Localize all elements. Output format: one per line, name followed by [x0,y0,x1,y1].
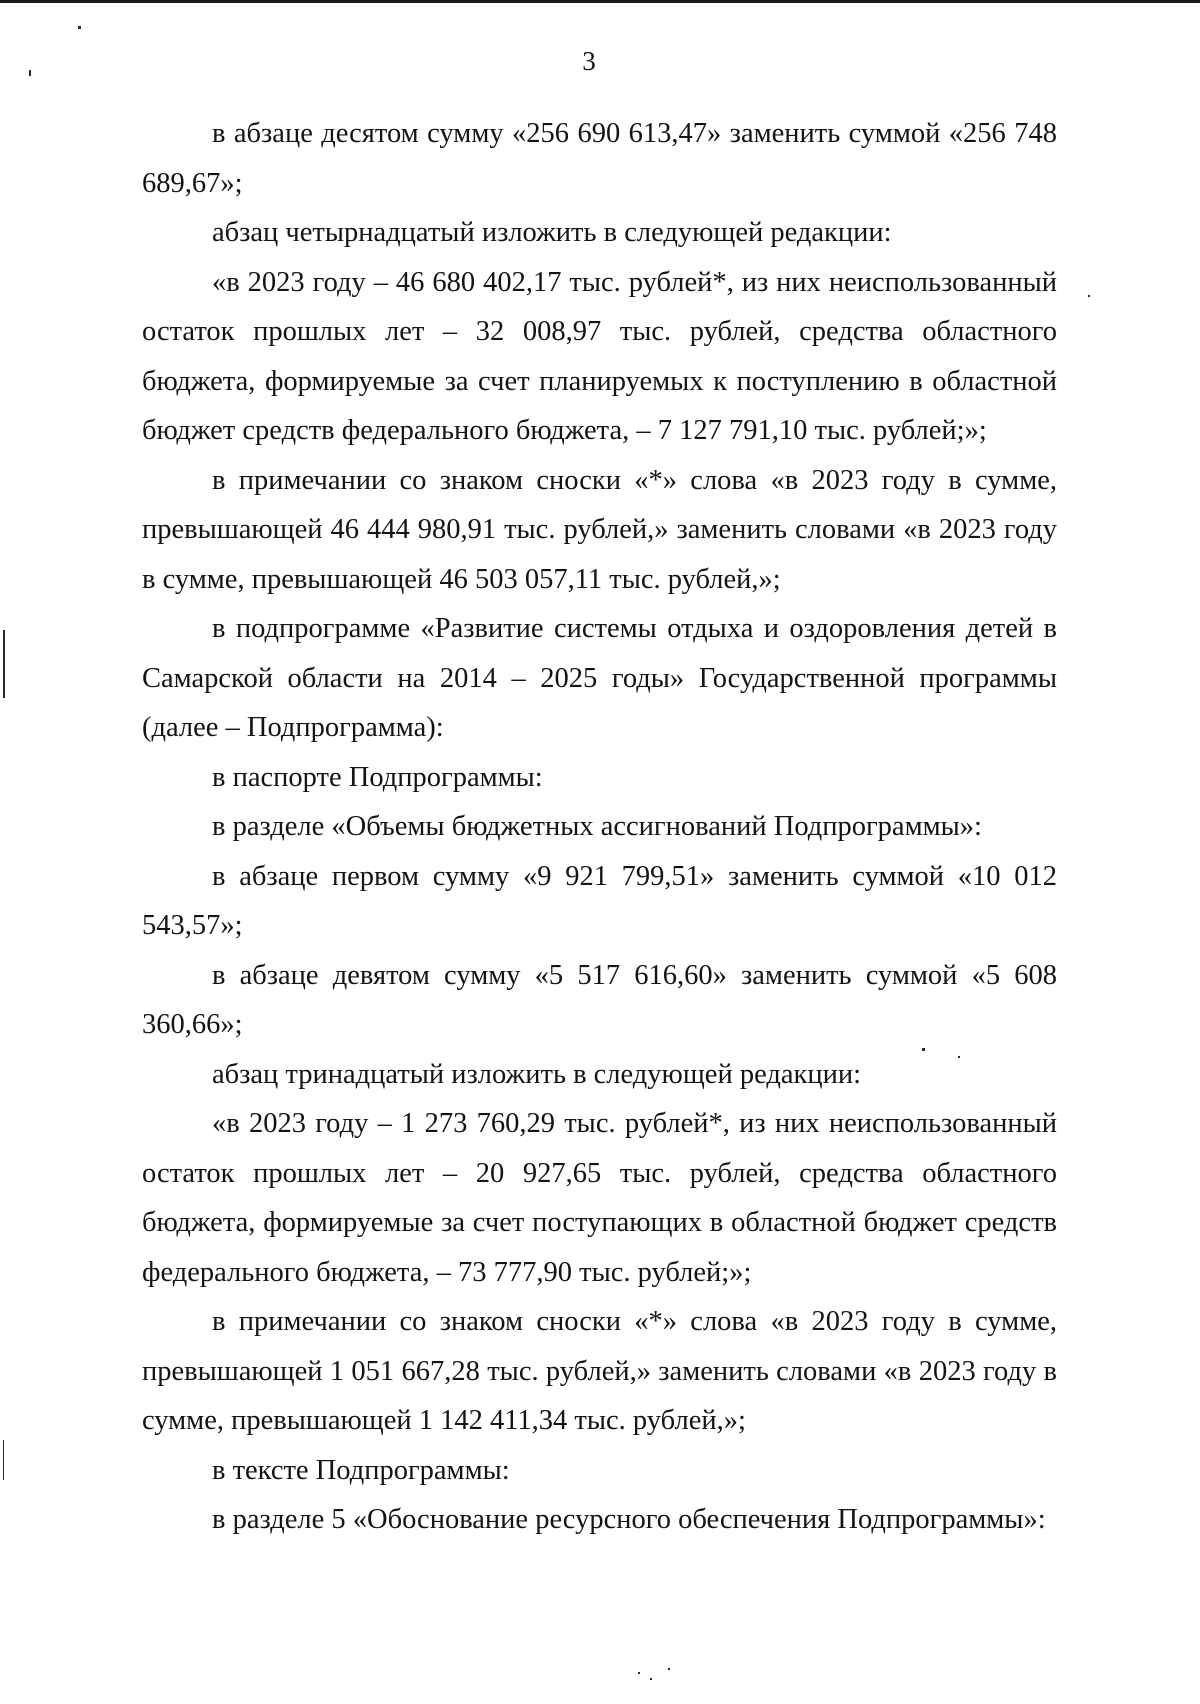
scan-speck [78,26,81,29]
paragraph: в подпрограмме «Развитие системы отдыха и оздоровления детей в Самарской области на 2014 – 2025 годы» Государственной программы (далее – Подпрограмма): [142,613,1057,743]
scan-speck [668,1668,670,1670]
scan-edge-line [3,630,5,698]
scan-speck [1088,295,1090,297]
paragraph: в примечании со знаком сноски «*» слова «в 2023 году в сумме, превышающей 1 051 667,28 тыс. рублей,» заменить словами «в 2023 году в сумме, превышающей 1 142 411,34 тыс. рублей,»; [142,1306,1057,1436]
paragraph: в разделе «Объемы бюджетных ассигнований Подпрограммы»: [212,811,982,842]
paragraph: абзац тринадцатый изложить в следующей редакции: [212,1058,862,1090]
paragraph: в паспорте Подпрограммы: [212,761,543,793]
document-body [142,109,1057,1545]
scan-edge-line [3,1440,4,1480]
scan-speck [638,1672,640,1674]
paragraph: абзац четырнадцатый изложить в следующей редакции: [212,217,892,248]
paragraph: «в 2023 году – 1 273 760,29 тыс. рублей*, из них неиспользованный остаток прошлых лет – 20 927,65 тыс. рублей, средства областного бюджета, формируемые за счет поступающих в областной бюджет средств федерального бюджета, – 73 777,90 тыс. рублей;»; [142,1108,1057,1288]
paragraph: в разделе 5 «Обоснование ресурсного обеспечения Подпрограммы»: [212,1504,1046,1535]
paragraph: в абзаце десятом сумму «256 690 613,47» заменить суммой «256 748 689,67»; [142,118,1057,199]
paragraph: «в 2023 году – 46 680 402,17 тыс. рублей*, из них неиспользованный остаток прошлых лет – 32 008,97 тыс. рублей, средства областного бюджета, формируемые за счет планируемых к поступлению в областной бюджет средств федерального бюджета, – 7 127 791,10 тыс. рублей;»; [142,266,1057,446]
paragraph: в примечании со знаком сноски «*» слова «в 2023 году в сумме, превышающей 46 444 980,91 тыс. рублей,» заменить словами «в 2023 году в сумме, превышающей 46 503 057,11 тыс. рублей,»; [142,464,1057,595]
scan-speck [650,1678,652,1680]
paragraph: в абзаце первом сумму «9 921 799,51» заменить суммой «10 012 543,57»; [142,860,1057,941]
paragraph: в тексте Подпрограммы: [212,1454,510,1486]
page-number: 3 [582,46,596,76]
scan-top-border [0,0,1200,3]
paragraph: в абзаце девятом сумму «5 517 616,60» заменить суммой «5 608 360,66»; [142,959,1057,1040]
